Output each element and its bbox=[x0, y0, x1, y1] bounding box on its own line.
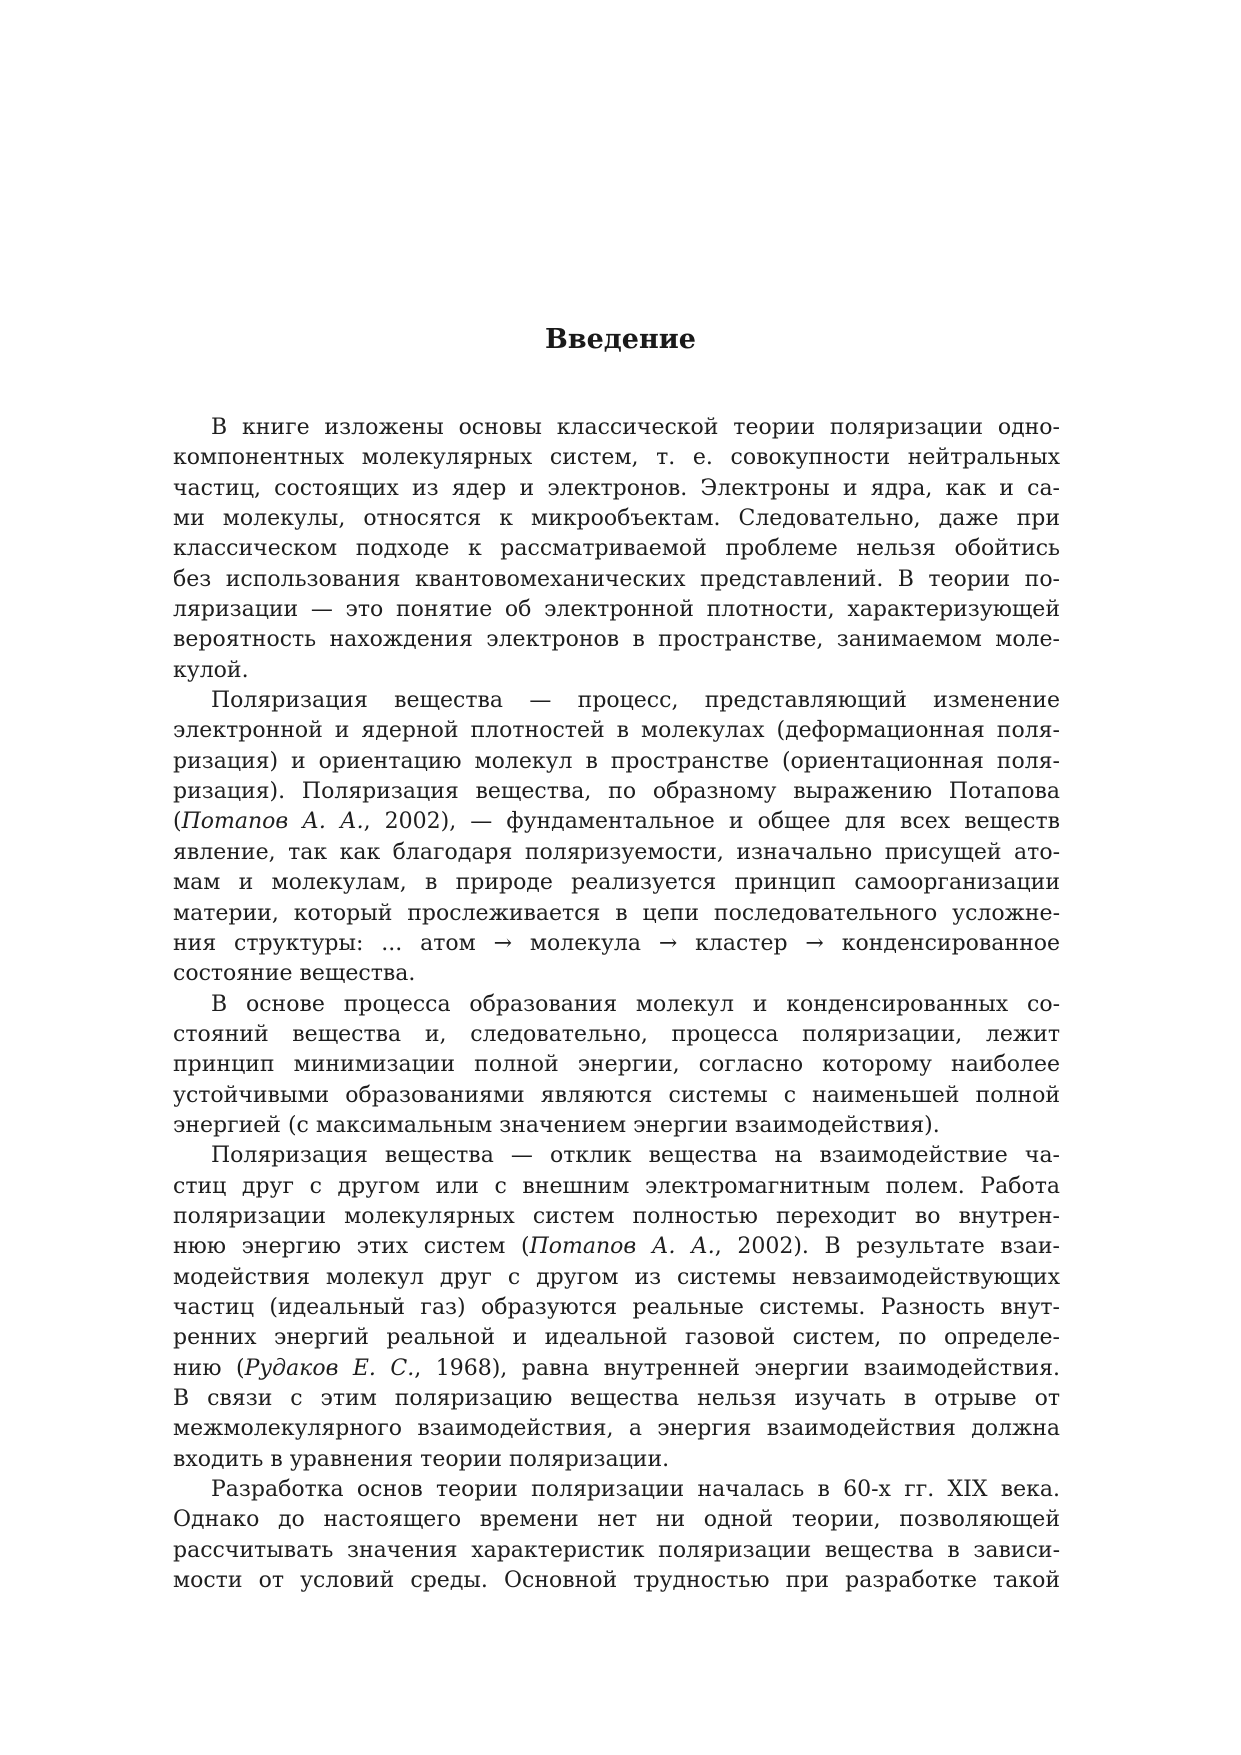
text-line: входить в уравнения теории поляризации. bbox=[173, 1446, 670, 1472]
paragraph-5 bbox=[173, 1475, 1060, 1596]
text-line: мости от условий среды. Основной трудностью при разработке такой bbox=[173, 1568, 1060, 1594]
text-line: ризация) и ориентацию молекул в пространстве (ориентационная поля- bbox=[173, 748, 1060, 774]
text-line: энергией (с максимальным значением энергии взаимодействия). bbox=[173, 1112, 940, 1138]
text-line: В связи с этим поляризацию вещества нельзя изучать в отрыве от bbox=[173, 1386, 1060, 1411]
paragraph-2 bbox=[173, 686, 1060, 989]
text-line: вероятность нахождения электронов в пространстве, занимаемом моле- bbox=[173, 627, 1060, 653]
text-line: ми молекулы, относятся к микрообъектам. Следовательно, даже при bbox=[173, 506, 1060, 532]
text-line: электронной и ядерной плотностей в молекулах (деформационная поля- bbox=[173, 718, 1060, 744]
text-line: ляризации — это понятие об электронной плотности, характеризующей bbox=[173, 597, 1060, 623]
text-line: В книге изложены основы классической теории поляризации одно- bbox=[211, 415, 1060, 440]
text-line: стиц друг с другом или с внешним электромагнитным полем. Работа bbox=[173, 1173, 1060, 1199]
paragraph-3 bbox=[173, 990, 1060, 1142]
text-line: ризация). Поляризация вещества, по образному выражению Потапова bbox=[173, 779, 1060, 805]
text-line: Разработка основ теории поляризации началась в 60-х гг. XIX века. bbox=[211, 1477, 1060, 1503]
text-line: Однако до настоящего времени нет ни одной теории, позволяющей bbox=[173, 1507, 1060, 1533]
text-line: рассчитывать значения характеристик поляризации вещества в зависи- bbox=[173, 1537, 1060, 1563]
text-line: материи, который прослеживается в цепи последовательного усложне- bbox=[173, 900, 1060, 926]
text-line: принцип минимизации полной энергии, согласно которому наиболее bbox=[173, 1052, 1060, 1078]
text-line: ния структуры: ... атом → молекула → кластер → конденсированное bbox=[173, 930, 1060, 956]
text-line-with-citation: нюю энергию этих систем (Потапов А. А., 2002). В результате взаи- bbox=[173, 1234, 1060, 1260]
text-line: стояний вещества и, следовательно, процесса поляризации, лежит bbox=[173, 1021, 1060, 1047]
text-line: ренних энергий реальной и идеальной газовой систем, по определе- bbox=[173, 1325, 1060, 1351]
text-line: Поляризация вещества — процесс, представляющий изменение bbox=[211, 688, 1060, 714]
chapter-title: Введение bbox=[545, 324, 696, 355]
text-line: классическом подходе к рассматриваемой проблеме нельзя обойтись bbox=[173, 536, 1060, 562]
text-line: частиц (идеальный газ) образуются реальные системы. Разность внут- bbox=[173, 1294, 1060, 1320]
text-line: частиц, состоящих из ядер и электронов. Электроны и ядра, как и са- bbox=[173, 475, 1060, 501]
text-line: кулой. bbox=[173, 657, 249, 683]
text-line: модействия молекул друг с другом из системы невзаимодействующих bbox=[173, 1264, 1060, 1290]
text-line: В основе процесса образования молекул и конденсированных со- bbox=[211, 991, 1060, 1017]
text-line: поляризации молекулярных систем полностью переходит во внутрен- bbox=[173, 1203, 1060, 1229]
paragraph-1 bbox=[173, 413, 1060, 686]
body-text bbox=[173, 413, 1060, 1596]
text-line: Поляризация вещества — отклик вещества на взаимодействие ча- bbox=[211, 1143, 1060, 1169]
text-line: состояние вещества. bbox=[173, 961, 416, 987]
text-line: явление, так как благодаря поляризуемости, изначально присущей ато- bbox=[173, 839, 1060, 865]
text-line: компонентных молекулярных систем, т. е. совокупности нейтральных bbox=[173, 445, 1060, 471]
text-line: мам и молекулам, в природе реализуется принцип самоорганизации bbox=[173, 870, 1060, 896]
citation-potapov: Потапов А. А. bbox=[529, 1234, 715, 1260]
text-line: межмолекулярного взаимодействия, а энергия взаимодействия должна bbox=[173, 1416, 1060, 1442]
citation-rudakov: Рудаков Е. С. bbox=[244, 1355, 415, 1381]
paragraph-4 bbox=[173, 1141, 1060, 1475]
citation-potapov: Потапов А. А. bbox=[181, 809, 364, 835]
text-line-with-citation: нию (Рудаков Е. С., 1968), равна внутренней энергии взаимодействия. bbox=[173, 1355, 1060, 1381]
text-line-with-citation: (Потапов А. А., 2002), — фундаментальное и общее для всех веществ bbox=[173, 809, 1060, 835]
text-line: без использования квантовомеханических представлений. В теории по- bbox=[173, 566, 1060, 592]
text-line: устойчивыми образованиями являются системы с наименьшей полной bbox=[173, 1082, 1060, 1108]
